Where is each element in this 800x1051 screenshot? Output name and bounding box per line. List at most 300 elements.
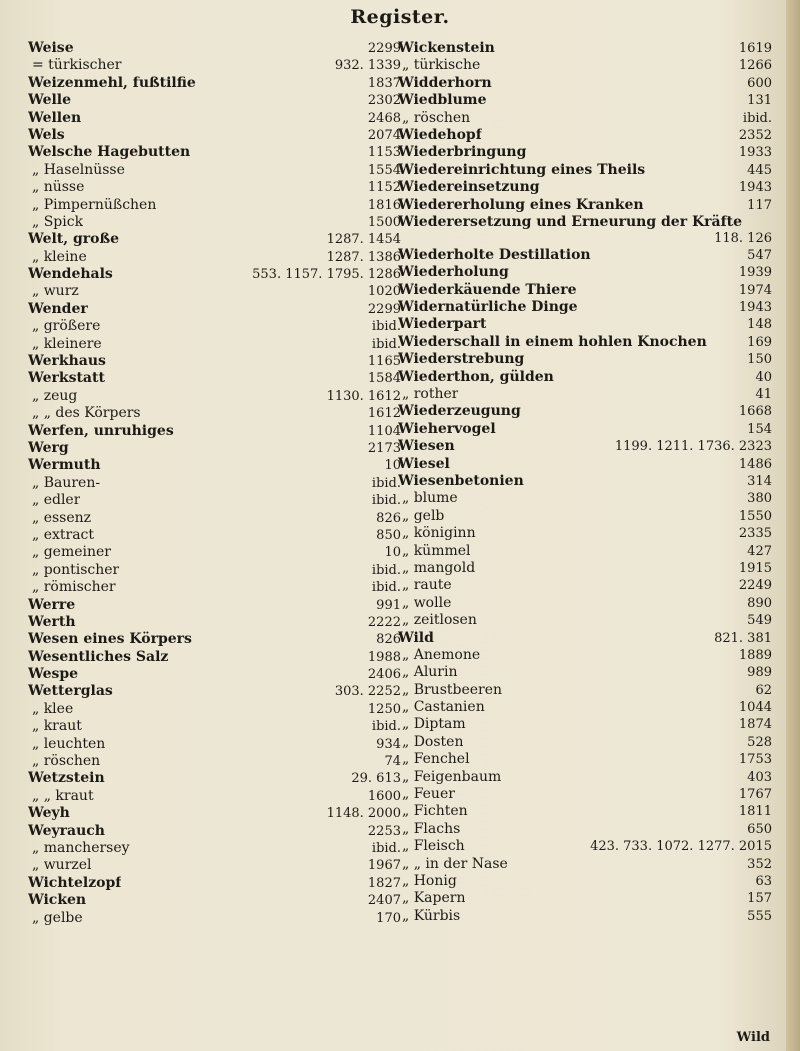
entry-term: „ wolle: [402, 594, 452, 611]
entry-term: Welsche Hagebutten: [28, 144, 191, 161]
entry-page-ref: 380: [747, 491, 772, 507]
index-entry: [398, 127, 772, 144]
entry-page-ref: 1500: [367, 214, 401, 230]
index-entry: [398, 856, 772, 873]
entry-page-ref: 62: [755, 682, 772, 698]
entry-page-ref: 1967: [367, 858, 401, 874]
index-entry: [398, 144, 772, 161]
catchword: Wild: [736, 1030, 770, 1045]
entry-page-ref: 850: [376, 527, 401, 543]
index-entry: [28, 666, 401, 683]
index-entry: [398, 490, 772, 507]
left-column: [28, 40, 401, 927]
index-entry: [398, 543, 772, 560]
entry-page-ref: 118. 126: [714, 231, 772, 247]
index-entry: [398, 560, 772, 577]
index-entry: [398, 699, 772, 716]
entry-page-ref: 1915: [738, 560, 772, 576]
entry-page-ref: 2249: [738, 578, 772, 594]
entry-page-ref: 2173: [367, 440, 401, 456]
entry-page-ref: 1287. 1454: [326, 232, 401, 248]
index-entry: [398, 92, 772, 109]
index-entry: [28, 840, 401, 857]
entry-page-ref: 1619: [738, 41, 772, 56]
entry-page-ref: 154: [747, 421, 772, 437]
index-entry: [398, 162, 772, 179]
index-entry: [28, 701, 401, 718]
entry-page-ref: 2335: [738, 526, 772, 542]
entry-term: „ türkische: [402, 57, 481, 74]
entry-term: Wiedereinsetzung: [398, 179, 540, 196]
entry-term: „ „ kraut: [32, 787, 94, 804]
entry-page-ref: 1486: [738, 456, 772, 472]
index-entry: [28, 910, 401, 927]
index-entry: [398, 577, 772, 594]
index-entry: [28, 649, 401, 666]
entry-term: Wickenstein: [398, 40, 495, 56]
entry-page-ref: 445: [747, 162, 772, 178]
entry-page-ref: 10: [384, 458, 401, 474]
index-entry: [28, 231, 401, 248]
entry-term: Werre: [28, 596, 76, 613]
entry-page-ref: 74: [384, 754, 401, 770]
entry-page-ref: 934: [376, 736, 401, 752]
index-entry: [398, 334, 772, 351]
entry-term: Weizenmehl, fußtilfie: [28, 74, 196, 91]
index-entry: [398, 595, 772, 612]
entry-page-ref: 303. 2252: [334, 684, 401, 700]
entry-term: „ mangold: [402, 559, 476, 576]
index-entry: [28, 249, 401, 266]
entry-page-ref: 1827: [367, 875, 401, 891]
entry-term: „ rother: [402, 386, 459, 403]
entry-page-ref: 1988: [367, 649, 401, 665]
entry-page-ref: 403: [747, 769, 772, 785]
index-entry: [28, 718, 401, 735]
entry-term: Wiehervogel: [398, 420, 496, 437]
index-entry: [28, 857, 401, 874]
entry-page-ref: 1889: [738, 647, 772, 663]
entry-page-ref: 1550: [738, 508, 772, 524]
index-entry: [398, 214, 772, 247]
entry-page-ref: 170: [376, 910, 401, 926]
index-entry: [28, 544, 401, 561]
entry-page-ref: 1933: [738, 145, 772, 161]
entry-page-ref: 1668: [738, 404, 772, 420]
entry-term: Wiedehopf: [398, 126, 482, 143]
entry-page-ref: 826: [376, 510, 401, 526]
entry-term: Wiederholte Destillation: [398, 246, 591, 263]
entry-page-ref: 314: [747, 473, 772, 489]
entry-page-ref: 1250: [367, 701, 401, 717]
index-entry: [398, 351, 772, 368]
entry-page-ref: ibid.: [371, 580, 401, 596]
entry-page-ref: 1044: [738, 700, 772, 716]
index-entry: [398, 630, 772, 647]
index-entry: [398, 386, 772, 403]
entry-term: „ röschen: [32, 753, 101, 770]
index-entry: [28, 510, 401, 527]
index-entry: [398, 247, 772, 264]
entry-page-ref: 2299: [367, 41, 401, 56]
entry-page-ref: ibid.: [371, 840, 401, 856]
entry-term: „ größere: [32, 318, 101, 335]
index-entry: [398, 403, 772, 420]
entry-term: Welle: [28, 92, 72, 109]
index-entry: [398, 421, 772, 438]
entry-term: Wiederersetzung und Erneurung der Kräfte: [398, 213, 742, 230]
index-entry: [398, 821, 772, 838]
entry-page-ref: 63: [755, 873, 772, 889]
index-entry: [398, 473, 772, 490]
entry-page-ref: 148: [747, 317, 772, 333]
index-entry: [398, 57, 772, 74]
entry-term: „ gelb: [402, 507, 445, 524]
entry-term: „ Bauren-: [32, 474, 101, 491]
index-entry: [398, 369, 772, 386]
index-entry: [398, 682, 772, 699]
entry-term: Wetzstein: [28, 770, 105, 787]
entry-term: „ „ in der Nase: [402, 855, 508, 872]
entry-page-ref: 131: [747, 93, 772, 109]
index-entry: [398, 525, 772, 542]
entry-page-ref: 1600: [367, 788, 401, 804]
entry-term: „ gemeiner: [32, 544, 111, 561]
entry-page-ref: 352: [747, 856, 772, 872]
entry-term: Widderhorn: [398, 74, 492, 91]
entry-term: „ Honig: [402, 872, 457, 889]
index-entry: [28, 127, 401, 144]
entry-term: „ Castanien: [402, 699, 485, 716]
entry-term: „ Pimpernüßchen: [32, 196, 157, 213]
entry-page-ref: 1152: [367, 180, 401, 196]
entry-page-ref: 1612: [367, 406, 401, 422]
entry-term: „ zeitlosen: [402, 612, 477, 629]
entry-term: Wels: [28, 126, 65, 143]
entry-term: „ wurzel: [32, 857, 92, 874]
entry-term: Wiederschall in einem hohlen Knochen: [398, 333, 707, 350]
entry-term: Welt, große: [28, 231, 120, 248]
entry-page-ref: 1199. 1211. 1736. 2323: [614, 439, 772, 455]
entry-term: Wiedererholung eines Kranken: [398, 196, 644, 213]
entry-page-ref: 2352: [738, 127, 772, 143]
index-entry: [28, 683, 401, 700]
entry-page-ref: 423. 733. 1072. 1277. 2015: [590, 839, 772, 855]
entry-term: „ Alurin: [402, 664, 458, 681]
entry-page-ref: 2253: [367, 823, 401, 839]
entry-term: „ königinn: [402, 525, 476, 542]
entry-term: „ Anemone: [402, 646, 481, 663]
index-entry: [28, 753, 401, 770]
entry-page-ref: 1130. 1612: [326, 388, 401, 404]
entry-term: Wiederpart: [398, 316, 487, 333]
entry-page-ref: 1943: [738, 180, 772, 196]
entry-page-ref: 1165: [367, 354, 401, 370]
entry-page-ref: 2407: [367, 893, 401, 909]
entry-term: Wellen: [28, 109, 82, 126]
index-entry: [28, 457, 401, 474]
entry-term: „ Haselnüsse: [32, 161, 125, 178]
index-entry: [28, 318, 401, 335]
entry-page-ref: 821. 381: [714, 630, 772, 646]
entry-term: „ kümmel: [402, 542, 471, 559]
index-entry: [28, 197, 401, 214]
entry-page-ref: 932. 1339: [334, 58, 401, 74]
entry-page-ref: 989: [747, 665, 772, 681]
index-entry: [28, 388, 401, 405]
entry-term: Weise: [28, 40, 74, 56]
entry-page-ref: 117: [747, 197, 772, 213]
entry-page-ref: 1753: [738, 752, 772, 768]
entry-page-ref: 549: [747, 613, 772, 629]
entry-term: Wiederstrebung: [398, 351, 525, 368]
index-entry: [28, 370, 401, 387]
entry-page-ref: ibid.: [371, 475, 401, 491]
entry-term: Wespe: [28, 666, 79, 683]
entry-term: „ Feigenbaum: [402, 768, 502, 785]
entry-page-ref: 1811: [738, 804, 772, 820]
entry-page-ref: 157: [747, 891, 772, 907]
entry-term: Weyh: [28, 805, 70, 822]
entry-page-ref: 600: [747, 75, 772, 91]
entry-page-ref: 169: [747, 334, 772, 350]
index-entry: [398, 734, 772, 751]
index-entry: [28, 144, 401, 161]
index-entry: [398, 40, 772, 57]
entry-page-ref: 427: [747, 543, 772, 559]
entry-term: Wild: [398, 629, 434, 646]
index-entry: [28, 40, 401, 57]
entry-term: „ Feuer: [402, 786, 455, 803]
entry-term: „ Kapern: [402, 890, 466, 907]
index-entry: [28, 405, 401, 422]
index-entry: [28, 179, 401, 196]
entry-term: „ extract: [32, 526, 95, 543]
entry-page-ref: 2302: [367, 93, 401, 109]
index-entry: [398, 647, 772, 664]
entry-term: Werkstatt: [28, 370, 105, 387]
index-entry: [28, 805, 401, 822]
index-entry: [28, 423, 401, 440]
entry-page-ref: 553. 1157. 1795. 1286: [252, 267, 401, 283]
entry-term: „ Diptam: [402, 716, 466, 733]
index-entry: [28, 57, 401, 74]
entry-page-ref: 1020: [367, 284, 401, 300]
entry-page-ref: 890: [747, 595, 772, 611]
index-entry: [28, 579, 401, 596]
entry-term: „ zeug: [32, 387, 78, 404]
entry-term: = türkischer: [32, 57, 122, 74]
index-entry: [28, 875, 401, 892]
entry-term: „ röschen: [402, 109, 471, 126]
entry-page-ref: 650: [747, 821, 772, 837]
entry-term: Werth: [28, 613, 76, 630]
index-entry: [28, 527, 401, 544]
index-entry: [398, 803, 772, 820]
entry-term: Wiederbringung: [398, 144, 527, 161]
entry-term: Werkhaus: [28, 353, 106, 370]
entry-page-ref: 2299: [367, 301, 401, 317]
entry-page-ref: 528: [747, 734, 772, 750]
entry-page-ref: 1943: [738, 300, 772, 316]
entry-page-ref: 555: [747, 908, 772, 924]
entry-page-ref: 1816: [367, 197, 401, 213]
index-entry: [28, 92, 401, 109]
index-entry: [28, 562, 401, 579]
index-entry: [28, 214, 401, 231]
entry-page-ref: ibid.: [742, 110, 772, 126]
entry-page-ref: ibid.: [371, 562, 401, 578]
index-entry: [28, 336, 401, 353]
entry-term: Wesen eines Körpers: [28, 631, 192, 648]
entry-term: Wendehals: [28, 266, 113, 283]
entry-term: „ nüsse: [32, 179, 85, 196]
index-entry: [28, 162, 401, 179]
entry-term: „ Fichten: [402, 803, 468, 820]
index-entry: [28, 440, 401, 457]
entry-page-ref: 547: [747, 247, 772, 263]
entry-term: „ raute: [402, 577, 452, 594]
index-entry: [398, 197, 772, 214]
index-entry: [28, 597, 401, 614]
entry-term: „ Dosten: [402, 733, 464, 750]
index-entry: [398, 110, 772, 127]
entry-term: Wermuth: [28, 457, 101, 474]
index-entry: [398, 438, 772, 455]
entry-term: Wiedereinrichtung eines Theils: [398, 161, 646, 178]
index-entry: [28, 736, 401, 753]
entry-term: „ Brustbeeren: [402, 681, 503, 698]
entry-term: „ kraut: [32, 718, 82, 735]
index-entry: [28, 614, 401, 631]
index-entry: [398, 908, 772, 925]
entry-term: „ „ des Körpers: [32, 405, 141, 422]
entry-term: Wetterglas: [28, 683, 113, 700]
right-column: [398, 40, 772, 925]
index-entry: [398, 890, 772, 907]
index-entry: [398, 716, 772, 733]
entry-term: „ blume: [402, 490, 458, 507]
entry-page-ref: 29. 613: [351, 771, 401, 787]
entry-page-ref: 1104: [367, 423, 401, 439]
entry-page-ref: ibid.: [371, 493, 401, 509]
entry-term: „ essenz: [32, 509, 92, 526]
index-entry: [28, 110, 401, 127]
entry-page-ref: 2074: [367, 127, 401, 143]
index-entry: [398, 612, 772, 629]
entry-page-ref: 1287. 1386: [326, 249, 401, 265]
entry-term: Wiesenbetonien: [398, 472, 524, 489]
entry-term: Wender: [28, 300, 88, 317]
entry-page-ref: ibid.: [371, 319, 401, 335]
index-entry: [398, 179, 772, 196]
index-entry: [28, 823, 401, 840]
index-entry: [398, 786, 772, 803]
index-entry: [28, 283, 401, 300]
entry-page-ref: 1874: [738, 717, 772, 733]
index-entry: [398, 769, 772, 786]
entry-term: Wiedblume: [398, 92, 487, 109]
entry-page-ref: 1974: [738, 282, 772, 298]
entry-page-ref: ibid.: [371, 336, 401, 352]
index-entry: [398, 456, 772, 473]
entry-page-ref: 1584: [367, 371, 401, 387]
entry-term: „ leuchten: [32, 735, 106, 752]
entry-term: „ pontischer: [32, 561, 120, 578]
entry-term: „ Spick: [32, 213, 84, 230]
index-entry: [398, 282, 772, 299]
entry-page-ref: 1266: [738, 58, 772, 74]
entry-term: „ kleinere: [32, 335, 102, 352]
entry-term: Wiederthon, gülden: [398, 368, 554, 385]
entry-term: „ Fleisch: [402, 838, 465, 855]
index-entry: [28, 301, 401, 318]
entry-page-ref: ibid.: [371, 719, 401, 735]
entry-page-ref: 1153: [367, 145, 401, 161]
index-entry: [28, 75, 401, 92]
entry-term: „ kleine: [32, 248, 87, 265]
index-entry: [398, 838, 772, 855]
entry-term: „ edler: [32, 492, 81, 509]
index-entry: [398, 264, 772, 281]
entry-page-ref: 10: [384, 545, 401, 561]
index-entry: [398, 299, 772, 316]
entry-page-ref: 2222: [367, 614, 401, 630]
index-entry: [28, 266, 401, 283]
index-entry: [28, 353, 401, 370]
entry-term: Wichtelzopf: [28, 874, 122, 891]
entry-term: Wiesen: [398, 438, 455, 455]
entry-term: „ wurz: [32, 283, 79, 300]
index-entry: [28, 492, 401, 509]
index-entry: [398, 316, 772, 333]
entry-page-ref: 1767: [738, 787, 772, 803]
index-entry: [398, 508, 772, 525]
entry-term: „ römischer: [32, 579, 116, 596]
entry-term: Wiederholung: [398, 264, 509, 281]
page-title: Register.: [350, 6, 450, 28]
entry-term: Wiesel: [398, 455, 450, 472]
entry-page-ref: 1939: [738, 265, 772, 281]
index-entry: [28, 892, 401, 909]
entry-page-ref: 2406: [367, 667, 401, 683]
entry-term: „ Flachs: [402, 820, 461, 837]
page-edge-strip: [786, 0, 800, 1051]
index-entry: [398, 664, 772, 681]
entry-page-ref: 1148. 2000: [326, 806, 401, 822]
entry-term: „ Fenchel: [402, 751, 470, 768]
entry-term: Werfen, unruhiges: [28, 422, 174, 439]
entry-page-ref: 991: [376, 597, 401, 613]
entry-page-ref: 150: [747, 352, 772, 368]
entry-page-ref: 1837: [367, 75, 401, 91]
entry-term: „ gelbe: [32, 909, 83, 926]
entry-term: Wesentliches Salz: [28, 648, 169, 665]
entry-page-ref: 40: [755, 369, 772, 385]
entry-page-ref: 826: [376, 632, 401, 648]
index-entry: [398, 873, 772, 890]
entry-page-ref: 2468: [367, 110, 401, 126]
index-entry: [28, 788, 401, 805]
index-entry: [28, 770, 401, 787]
entry-term: Wicken: [28, 892, 87, 909]
index-entry: [28, 631, 401, 648]
entry-term: Wiederkäuende Thiere: [398, 281, 577, 298]
entry-page-ref: 1554: [367, 162, 401, 178]
index-entry: [398, 751, 772, 768]
entry-term: Werg: [28, 439, 69, 456]
index-entry: [398, 75, 772, 92]
